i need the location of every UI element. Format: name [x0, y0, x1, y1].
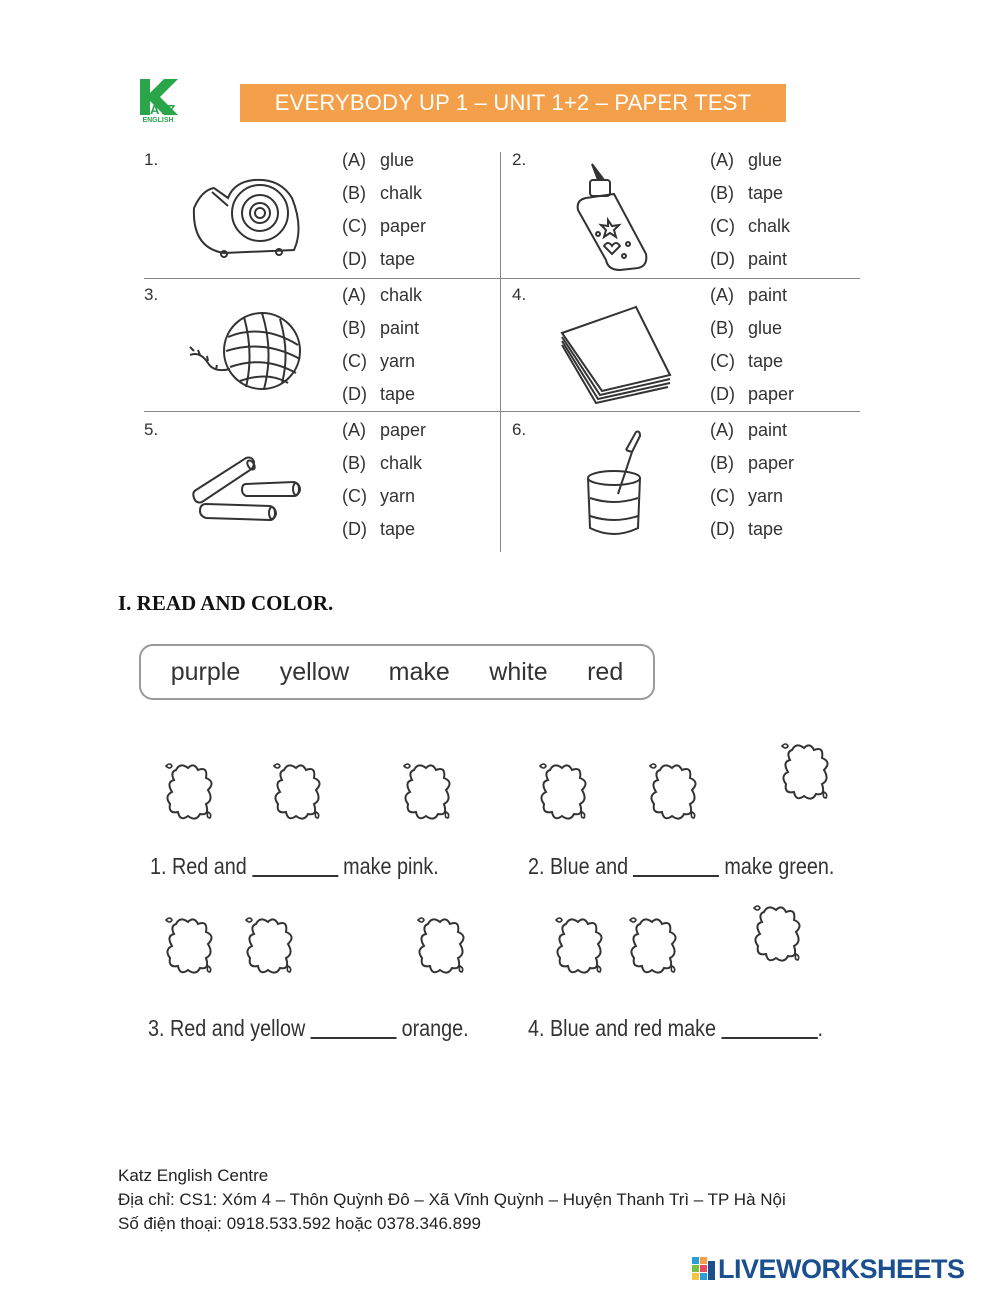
- answer-options: [342, 420, 426, 552]
- glue-bottle-icon: [552, 158, 680, 276]
- quiz-question-2: [512, 150, 868, 283]
- answer-options: [342, 285, 422, 417]
- answer-blank[interactable]: [252, 855, 338, 877]
- page-title-banner: EVERYBODY UP 1 – UNIT 1+2 – PAPER TEST: [240, 84, 786, 122]
- footer-phone: Số điện thoại: 0918.533.592 hoặc 0378.346.899: [118, 1214, 481, 1233]
- quiz-question-4: [512, 285, 868, 418]
- answer-options: [710, 285, 794, 417]
- word-bank-item: red: [587, 657, 624, 686]
- option-c[interactable]: (C) chalk: [710, 216, 791, 236]
- option-a[interactable]: (A) paint: [710, 285, 788, 305]
- paint-splat[interactable]: [778, 740, 834, 806]
- quiz-question-6: [512, 420, 868, 553]
- option-a[interactable]: (A) chalk: [342, 285, 423, 305]
- logo-subtext: ENGLISH: [142, 117, 174, 124]
- answer-options: [710, 150, 790, 282]
- answer-options: [342, 150, 426, 282]
- sentence-2: 2. Blue and make green.: [528, 853, 835, 879]
- question-number: 1.: [144, 150, 159, 169]
- section-title: I. READ AND COLOR.: [118, 591, 334, 615]
- option-d[interactable]: (D) tape: [342, 519, 416, 539]
- paper-stack-icon: [552, 293, 680, 411]
- question-number: 2.: [512, 150, 527, 169]
- word-bank-item: purple: [170, 657, 241, 686]
- word-bank: [139, 644, 655, 700]
- paint-splat[interactable]: [242, 914, 298, 980]
- option-b[interactable]: (B) glue: [710, 318, 783, 338]
- footer-centre-name: Katz English Centre: [118, 1166, 269, 1185]
- answer-blank[interactable]: [633, 855, 719, 877]
- option-a[interactable]: (A) glue: [342, 150, 415, 170]
- option-d[interactable]: (D) tape: [342, 249, 416, 269]
- tape-dispenser-icon: [184, 158, 312, 276]
- grid-divider-vertical: [500, 152, 501, 552]
- paint-splat[interactable]: [162, 760, 218, 826]
- option-a[interactable]: (A) paint: [710, 420, 788, 440]
- option-b[interactable]: (B) paper: [710, 453, 795, 473]
- option-d[interactable]: (D) tape: [710, 519, 784, 539]
- sentence-1: 1. Red and make pink.: [150, 853, 439, 879]
- question-number: 3.: [144, 285, 159, 304]
- option-c[interactable]: (C) tape: [710, 351, 784, 371]
- paint-splat[interactable]: [400, 760, 456, 826]
- paint-splat[interactable]: [536, 760, 592, 826]
- option-c[interactable]: (C) yarn: [342, 486, 416, 506]
- option-d[interactable]: (D) paper: [710, 384, 795, 404]
- question-number: 5.: [144, 420, 159, 439]
- footer-address: Địa chỉ: CS1: Xóm 4 – Thôn Quỳnh Đô – Xã Vĩnh Quỳnh – Huyện Thanh Trì – TP Hà Nội: [118, 1190, 786, 1209]
- answer-blank[interactable]: [721, 1017, 817, 1039]
- sentence-3: 3. Red and yellow orange.: [148, 1015, 469, 1041]
- option-c[interactable]: (C) yarn: [342, 351, 416, 371]
- logo-text: KATZ: [140, 102, 176, 117]
- quiz-question-1: [144, 150, 500, 283]
- paint-splat[interactable]: [626, 914, 682, 980]
- quiz-question-3: [144, 285, 500, 418]
- liveworksheets-logo-icon: [692, 1257, 716, 1281]
- paint-splat[interactable]: [162, 914, 218, 980]
- paint-splat[interactable]: [414, 914, 470, 980]
- option-b[interactable]: (B) chalk: [342, 183, 423, 203]
- word-bank-item: make: [388, 657, 450, 686]
- yarn-ball-icon: [184, 293, 312, 411]
- paint-splat[interactable]: [552, 914, 608, 980]
- word-bank-item: yellow: [279, 657, 350, 686]
- paint-splat[interactable]: [270, 760, 326, 826]
- paint-splat[interactable]: [646, 760, 702, 826]
- paint-pot-icon: [552, 428, 680, 546]
- question-number: 4.: [512, 285, 527, 304]
- word-bank-item: white: [489, 657, 548, 686]
- option-a[interactable]: (A) glue: [710, 150, 783, 170]
- quiz-question-5: [144, 420, 500, 553]
- option-d[interactable]: (D) tape: [342, 384, 416, 404]
- option-c[interactable]: (C) paper: [342, 216, 427, 236]
- option-c[interactable]: (C) yarn: [710, 486, 784, 506]
- answer-options: [710, 420, 794, 552]
- answer-blank[interactable]: [310, 1017, 396, 1039]
- sentence-4: 4. Blue and red make .: [528, 1015, 824, 1041]
- option-d[interactable]: (D) paint: [710, 249, 788, 269]
- option-b[interactable]: (B) chalk: [342, 453, 423, 473]
- option-b[interactable]: (B) tape: [710, 183, 784, 203]
- liveworksheets-brand: LIVEWORKSHEETS: [718, 1254, 965, 1284]
- option-a[interactable]: (A) paper: [342, 420, 427, 440]
- chalk-sticks-icon: [184, 428, 312, 546]
- option-b[interactable]: (B) paint: [342, 318, 420, 338]
- paint-splat[interactable]: [750, 902, 806, 968]
- question-number: 6.: [512, 420, 527, 439]
